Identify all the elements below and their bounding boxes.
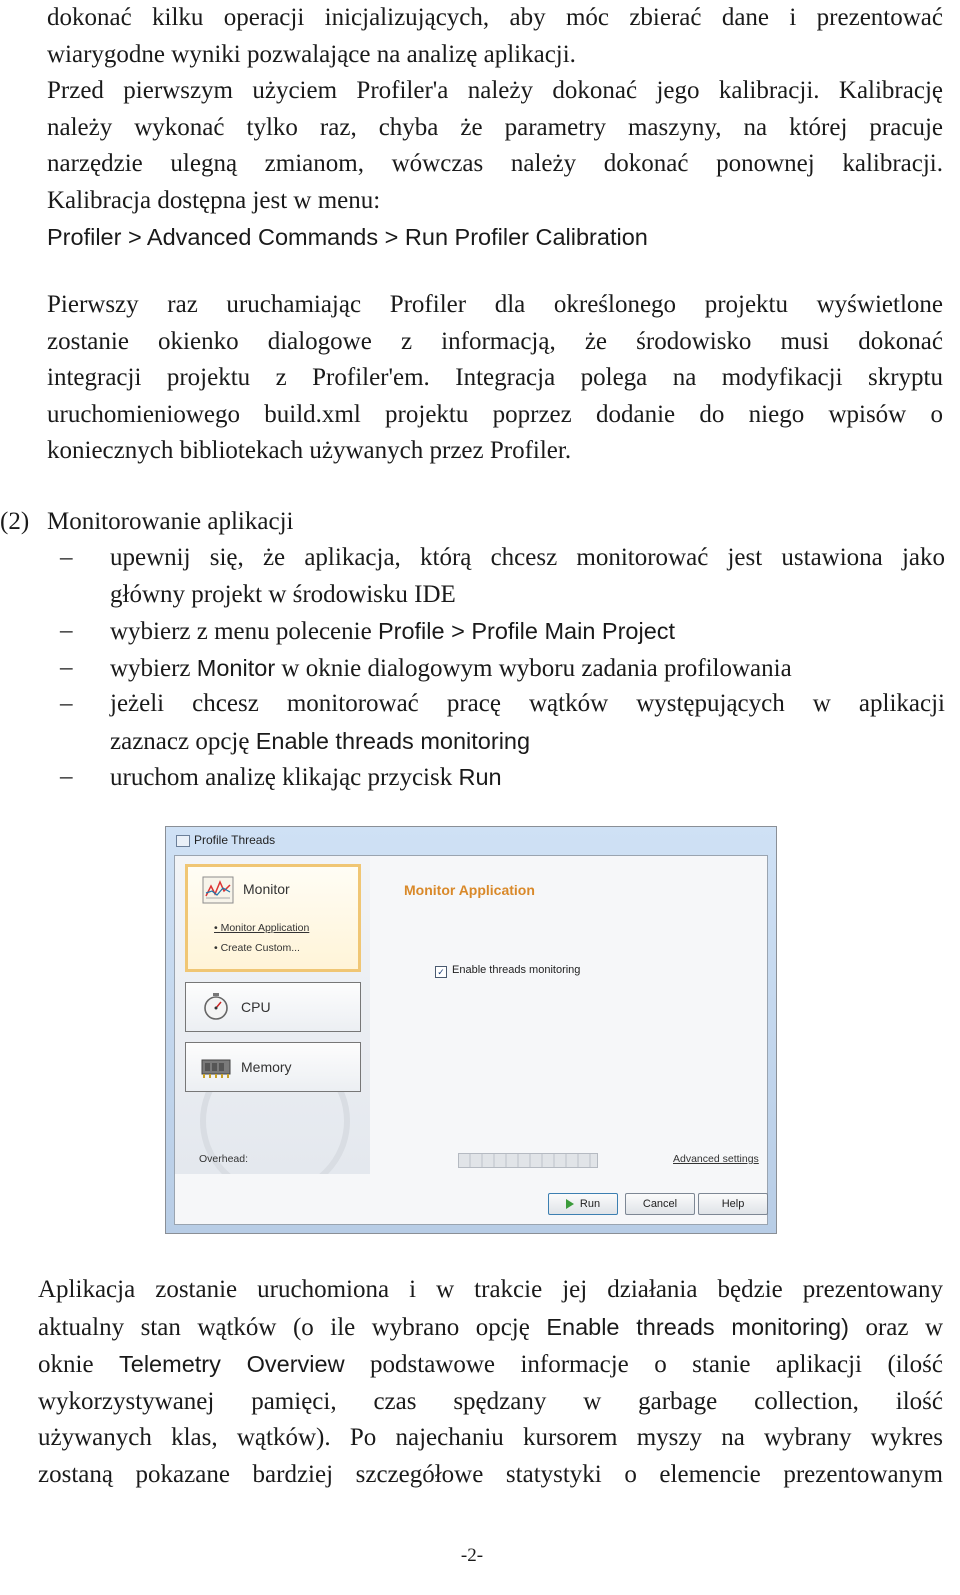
text-line: dokonać kilku operacji inicjalizujących, aby móc zbierać dane i prezentować [47, 4, 943, 31]
ui-reference: Run [458, 764, 502, 790]
text-line: wykorzystywanej pamięci, czas spędzany w garbage collection, ilość [38, 1387, 943, 1415]
list-item [60, 686, 945, 760]
window-title: Profile Threads [194, 833, 276, 847]
cpu-task-card[interactable] [185, 982, 361, 1032]
text-line: narzędzie ulegną zmianom, wówczas należy dokonać ponownej kalibracji. [47, 150, 943, 177]
text-line: używanych klas, wątków). Po najechaniu kursorem myszy na wybrany wykres [38, 1424, 943, 1451]
dash-bullet: – [60, 654, 73, 681]
task-settings-pane [380, 856, 767, 1174]
text-line: koniecznych bibliotekach używanych przez Profiler. [47, 437, 572, 464]
list-item [60, 650, 945, 687]
section-title: Monitorowanie aplikacji [47, 508, 294, 535]
text-line: zostanie okienko dialogowe z informacją, że środowisko musi dokonać [47, 327, 943, 355]
text-line: Kalibracja dostępna jest w menu: [47, 186, 381, 214]
run-button[interactable]: Run [548, 1193, 618, 1215]
list-item [60, 540, 945, 614]
memory-task-card[interactable] [185, 1042, 361, 1092]
dash-bullet: – [60, 617, 73, 644]
overhead-label: Overhead: [199, 1153, 249, 1165]
profile-threads-dialog [165, 826, 777, 1234]
text-line: Pierwszy raz uruchamiając Profiler dla określonego projektu wyświetlone [47, 291, 943, 318]
help-button[interactable]: Help [698, 1193, 768, 1215]
text-line: należy wykonać tylko raz, chyba że parametry maszyny, na której pracuje [47, 113, 943, 141]
page-number: -2- [460, 1545, 484, 1566]
text-line: upewnij się, że aplikacja, którą chcesz monitorować jest ustawiona jako [110, 544, 945, 571]
text-line: oknie Telemetry Overview podstawowe informacje o stanie aplikacji (ilość [38, 1351, 944, 1378]
list-item [60, 759, 945, 796]
menu-path: Profiler > Advanced Commands > Run Profiler Calibration [47, 224, 648, 250]
step-text: wybierz z menu polecenie [110, 618, 378, 645]
integration-paragraph [47, 287, 943, 470]
ui-reference: Profile > Profile Main Project [377, 618, 676, 644]
monitor-chart-icon [202, 876, 234, 904]
memory-card-label: Memory [241, 1059, 292, 1075]
dash-bullet: – [60, 544, 73, 571]
text-line: aktualny stan wątków (o ile wybrano opcję Enable threads monitoring) oraz w [38, 1313, 944, 1341]
cpu-card-label: CPU [241, 999, 271, 1015]
ui-reference: Monitor [196, 655, 276, 681]
panel-title: Monitor Application [404, 882, 535, 898]
text-line: wiarygodne wyniki pozwalające na analizę aplikacji. [47, 40, 576, 68]
step-text: uruchom analizę klikając przycisk [110, 764, 459, 791]
text-line: Przed pierwszym użyciem Profiler'a należy dokonać jego kalibracji. Kalibrację [47, 77, 943, 104]
ui-reference: Enable threads monitoring [255, 727, 531, 754]
overhead-meter [458, 1153, 598, 1168]
task-selector-pane [175, 856, 370, 1174]
memory-chip-icon [200, 1054, 232, 1082]
ui-reference: Enable threads monitoring) [546, 1313, 849, 1340]
dash-bullet: – [60, 690, 73, 717]
enable-threads-checkbox[interactable]: ✓ [435, 966, 447, 978]
stopwatch-icon [200, 993, 232, 1021]
text-line: integracji projektu z Profiler'em. Integracja polega na modyfikacji skryptu [47, 364, 943, 391]
window-icon [176, 835, 190, 847]
window-title-bar [166, 827, 776, 855]
text-line: uruchomieniowego build.xml projektu poprzez dodanie do niego wpisów o [47, 400, 943, 428]
section-number: (2) [0, 508, 30, 535]
create-custom-item[interactable]: • Create Custom... [214, 942, 300, 954]
advanced-settings-link[interactable]: Advanced settings [673, 1153, 759, 1165]
monitor-task-card[interactable] [185, 864, 361, 972]
intro-paragraph [47, 0, 943, 256]
text-line: Aplikacja zostanie uruchomiona i w trakcie jej działania będzie prezentowany [38, 1276, 943, 1303]
checkbox-label: Enable threads monitoring [452, 964, 581, 976]
dash-bullet: – [60, 763, 73, 790]
dialog-client-area [174, 855, 768, 1225]
list-item [60, 613, 945, 650]
text-line: jeżeli chcesz monitorować pracę wątków występujących w aplikacji [110, 690, 945, 717]
step-text: zaznacz opcję [110, 727, 256, 755]
cancel-button[interactable]: Cancel [625, 1193, 695, 1215]
ui-reference: Telemetry Overview [119, 1351, 345, 1377]
text-line: zostaną pokazane bardziej szczegółowe statystyki o elemencie prezentowanym [38, 1460, 943, 1488]
results-paragraph [38, 1272, 943, 1493]
monitor-card-label: Monitor [243, 881, 290, 897]
run-icon [566, 1199, 574, 1209]
step-text: w oknie dialogowym wyboru zadania profilowania [275, 655, 792, 682]
monitor-application-item[interactable]: • Monitor Application [214, 922, 310, 934]
step-text: wybierz [110, 655, 197, 682]
text-line: główny projekt w środowisku IDE [110, 580, 456, 608]
